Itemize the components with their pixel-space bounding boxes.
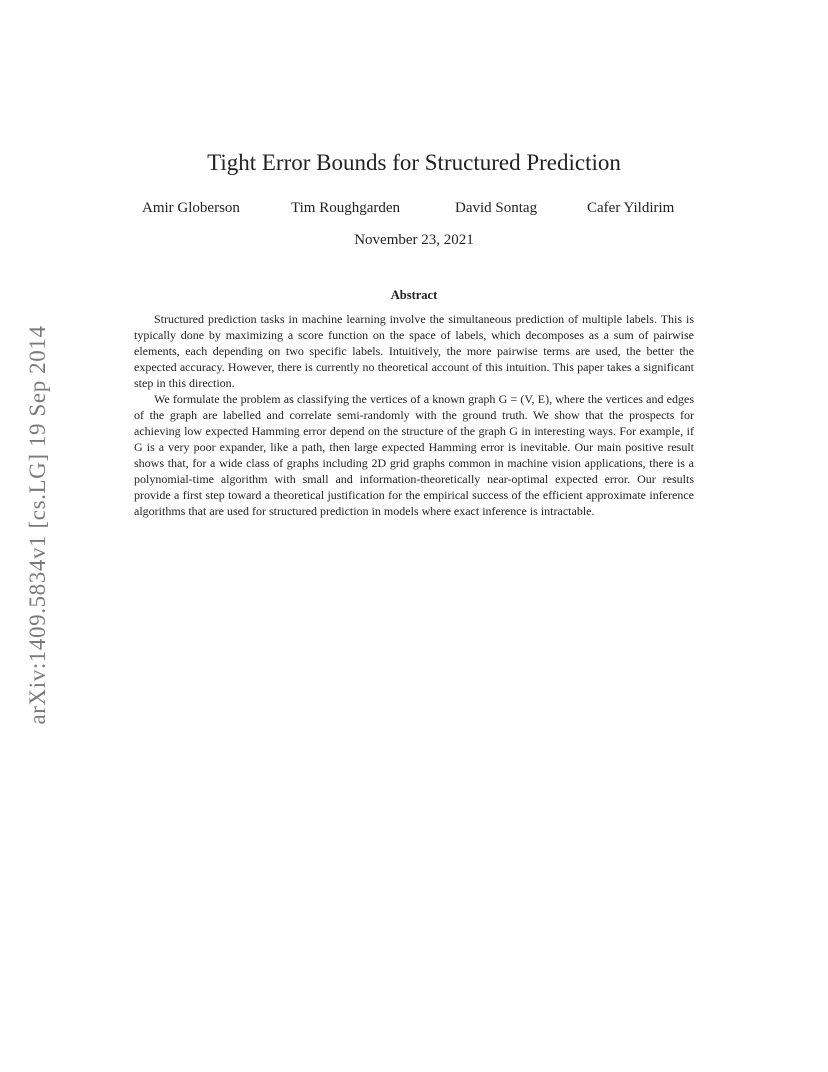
author-name: Amir Globerson — [142, 200, 240, 216]
arxiv-identifier-stamp: arXiv:1409.5834v1 [cs.LG] 19 Sep 2014 — [25, 325, 50, 725]
abstract-heading: Abstract — [390, 288, 438, 302]
abstract-paragraph: Structured prediction tasks in machine learning involve the simultaneous prediction of multiple labels. This is typically done by maximizing a score function on the space of labels, which decomposes as a sum of pairwise elements, each depending on two specific labels. Intuitively, the more pairwise terms are used, the better the expected accuracy. However, there is currently no theoretical account of this intuition. This paper takes a significant step in this direction. — [134, 312, 694, 390]
abstract-paragraph: We formulate the problem as classifying the vertices of a known graph G = (V, E), where the vertices and edges of the graph are labelled and correlate semi-randomly with the ground truth. We show that the prospects for achieving low expected Hamming error depend on the structure of the graph G in interesting ways. For example, if G is a very poor expander, like a path, then large expected Hamming error is inevitable. Our main positive result shows that, for a wide class of graphs including 2D grid graphs common in machine vision applications, there is a polynomial-time algorithm with small and information-theoretically near-optimal expected error. Our results provide a first step toward a theoretical justification for the empirical success of the efficient approximate inference algorithms that are used for structured prediction in models where exact inference is intractable. — [134, 392, 694, 518]
author-name: Tim Roughgarden — [291, 200, 401, 216]
abstract-body — [134, 311, 694, 519]
author-name: Cafer Yildirim — [587, 200, 675, 216]
paper-title: Tight Error Bounds for Structured Prediction — [207, 150, 621, 175]
author-name: David Sontag — [455, 200, 538, 216]
author-list — [140, 200, 690, 220]
publication-date: November 23, 2021 — [354, 232, 474, 248]
